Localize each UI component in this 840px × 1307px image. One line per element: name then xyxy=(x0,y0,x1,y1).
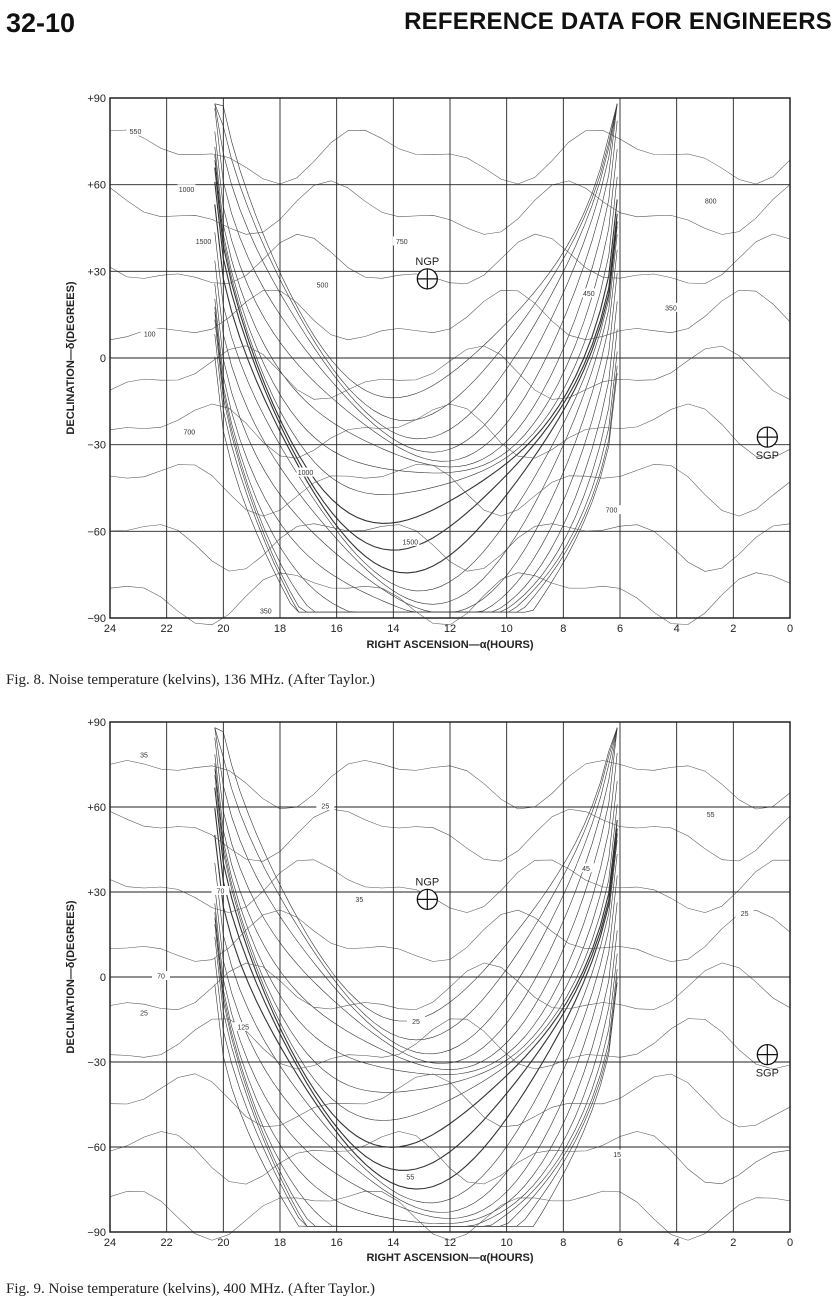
x-tick-label: 6 xyxy=(616,1237,624,1249)
x-tick-label: 14 xyxy=(387,1237,400,1249)
contour-line xyxy=(215,250,617,612)
contour-label: 55 xyxy=(706,812,715,819)
x-tick-label: 20 xyxy=(217,623,230,635)
x-tick-label: 18 xyxy=(273,623,287,635)
x-tick-label: 8 xyxy=(560,1237,567,1249)
contour-label: 800 xyxy=(704,198,717,206)
ngp-marker xyxy=(415,876,439,909)
contour-label: 45 xyxy=(582,865,590,873)
x-tick-label: 20 xyxy=(217,1237,230,1249)
contour-label: 500 xyxy=(316,282,329,290)
contour-label: 450 xyxy=(582,290,595,298)
figure-8-y-ticks xyxy=(87,93,106,625)
contour-line xyxy=(215,104,617,398)
contour-label: 35 xyxy=(140,752,148,760)
contour-label: 70 xyxy=(157,973,165,981)
x-tick-label: 8 xyxy=(560,623,567,635)
y-tick-label: 0 xyxy=(99,972,106,984)
running-header-title: REFERENCE DATA FOR ENGINEERS xyxy=(404,8,832,35)
figure-9-contour-labels xyxy=(135,750,754,1182)
x-tick-label: 4 xyxy=(673,1237,680,1249)
x-tick-label: 6 xyxy=(616,623,624,635)
contour-label: 55 xyxy=(406,1174,415,1182)
contour-line xyxy=(215,788,617,1148)
contour-label: 750 xyxy=(395,238,408,246)
x-tick-label: 24 xyxy=(103,1237,117,1249)
contour-line xyxy=(215,273,617,612)
figure-8 xyxy=(0,88,840,678)
contour-label: 1500 xyxy=(195,238,212,246)
contour-line xyxy=(215,149,617,473)
contour-label: 1500 xyxy=(402,539,419,547)
figure-8-grid xyxy=(110,98,790,618)
contour-label: 350 xyxy=(665,305,677,313)
figure-8-y-axis-label: DECLINATION—δ(DEGREES) xyxy=(65,281,77,435)
y-tick-label: −60 xyxy=(87,526,106,539)
figure-9-x-axis-label: RIGHT ASCENSION—α(HOURS) xyxy=(366,1252,534,1264)
figure-8-plot xyxy=(0,88,840,678)
x-tick-label: 0 xyxy=(786,623,794,635)
x-tick-label: 24 xyxy=(103,623,117,635)
x-tick-label: 22 xyxy=(160,1237,173,1249)
contour-label: 1000 xyxy=(178,186,195,194)
contour-line xyxy=(215,121,617,467)
y-tick-label: +30 xyxy=(87,887,106,899)
x-tick-label: 0 xyxy=(786,1237,794,1249)
y-tick-label: −60 xyxy=(87,1142,106,1154)
figure-9-y-axis-label: DECLINATION—δ(DEGREES) xyxy=(65,900,77,1054)
y-tick-label: −90 xyxy=(87,1227,106,1239)
contour-label: 550 xyxy=(129,129,142,137)
figure-8-x-axis-label: RIGHT ASCENSION—α(HOURS) xyxy=(366,639,534,651)
contour-line xyxy=(215,937,617,1227)
contour-line xyxy=(215,312,617,612)
x-tick-label: 2 xyxy=(730,623,737,635)
contour-label: 25 xyxy=(321,803,330,811)
contour-line xyxy=(215,357,617,613)
y-tick-label: +90 xyxy=(87,93,106,105)
figure-9 xyxy=(0,712,840,1282)
ngp-marker xyxy=(415,256,439,289)
y-tick-label: −30 xyxy=(87,1057,106,1069)
contour-label: 125 xyxy=(237,1024,250,1032)
contour-line xyxy=(215,728,617,1064)
figure-9-markers xyxy=(415,876,779,1079)
y-tick-label: +60 xyxy=(87,802,106,814)
x-tick-label: 12 xyxy=(443,623,457,635)
figure-8-x-ticks xyxy=(104,623,793,635)
sgp-label: SGP xyxy=(755,450,779,463)
y-tick-label: +60 xyxy=(87,179,106,192)
x-tick-label: 18 xyxy=(273,1237,287,1249)
y-tick-label: 0 xyxy=(99,353,106,365)
x-tick-label: 10 xyxy=(500,623,513,635)
contour-line xyxy=(215,182,617,550)
contour-label: 25 xyxy=(740,911,749,919)
contour-label: 1000 xyxy=(297,470,314,478)
figure-9-y-ticks xyxy=(87,717,106,1239)
contour-label: 15 xyxy=(613,1152,622,1159)
contour-line xyxy=(215,334,617,612)
contour-label: 70 xyxy=(216,888,225,896)
contour-label: 25 xyxy=(140,1010,148,1018)
y-tick-label: −30 xyxy=(87,439,106,452)
x-tick-label: 22 xyxy=(160,623,173,635)
figure-9-x-ticks xyxy=(104,1237,793,1249)
y-tick-label: +30 xyxy=(87,266,106,279)
x-tick-label: 16 xyxy=(330,623,343,635)
figure-9-caption: Fig. 9. Noise temperature (kelvins), 400 MHz. (After Taylor.) xyxy=(6,1281,376,1297)
y-tick-label: −90 xyxy=(87,613,106,625)
x-tick-label: 16 xyxy=(330,1237,343,1249)
contour-label: 100 xyxy=(143,331,156,339)
x-tick-label: 12 xyxy=(443,1237,457,1249)
page-number: 32-10 xyxy=(6,8,76,38)
contour-line xyxy=(215,876,617,1219)
figure-8-caption: Fig. 8. Noise temperature (kelvins), 136 MHz. (After Taylor.) xyxy=(6,672,376,688)
figure-9-grid xyxy=(110,722,790,1232)
contour-label: 700 xyxy=(605,507,618,515)
ngp-label: NGP xyxy=(415,876,440,889)
x-tick-label: 4 xyxy=(673,623,680,635)
y-tick-label: +90 xyxy=(87,717,106,729)
sgp-label: SGP xyxy=(755,1067,779,1080)
x-tick-label: 14 xyxy=(387,623,400,635)
contour-label: 350 xyxy=(259,608,272,616)
contour-line xyxy=(215,728,617,1054)
x-tick-label: 2 xyxy=(730,1237,737,1249)
contour-label: 700 xyxy=(183,429,196,437)
contour-line xyxy=(215,854,617,1213)
contour-line xyxy=(215,104,617,453)
contour-line xyxy=(215,234,617,604)
x-tick-label: 10 xyxy=(500,1237,513,1249)
figure-9-plot xyxy=(0,712,840,1282)
contour-label: 25 xyxy=(412,1018,420,1026)
contour-line xyxy=(215,168,617,524)
contour-line xyxy=(215,753,617,1075)
ngp-label: NGP xyxy=(415,255,440,268)
contour-label: 35 xyxy=(355,897,364,904)
